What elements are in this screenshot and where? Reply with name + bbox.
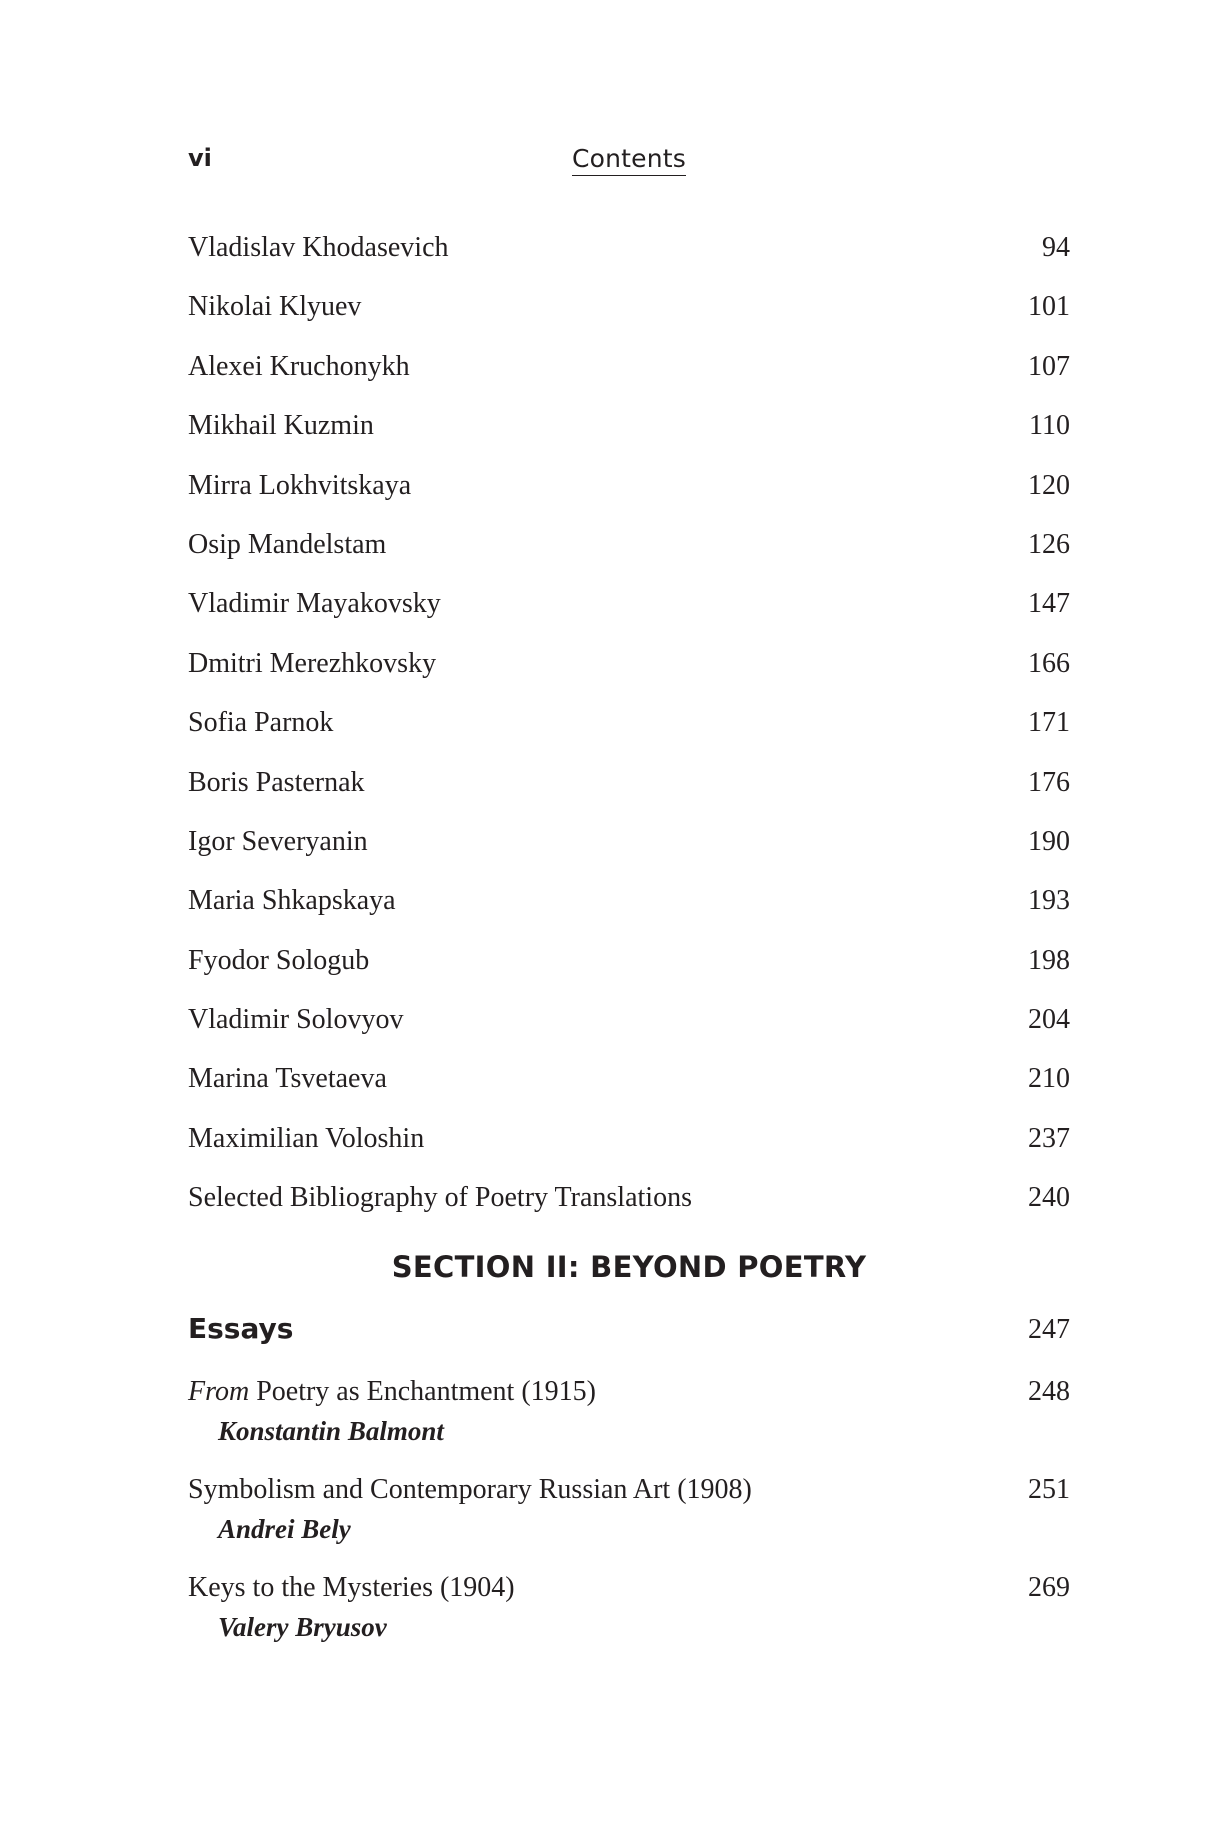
toc-entry-page: 193: [1028, 885, 1070, 917]
toc-entry-name: Dmitri Merezhkovsky: [188, 647, 437, 679]
page-folio: vi: [188, 144, 212, 172]
running-head-title-text: Contents: [572, 144, 686, 176]
toc-entry-name: Mikhail Kuzmin: [188, 410, 374, 442]
toc-entry-name: Maria Shkapskaya: [188, 885, 396, 917]
essay-entry: [188, 1470, 1070, 1568]
essay-author: Andrei Bely: [218, 1514, 351, 1544]
essays-group-title: Essays: [188, 1312, 294, 1345]
essays-group-heading: [188, 1312, 1070, 1356]
essay-title-prefix: From: [188, 1376, 250, 1407]
toc-entry: [188, 881, 1070, 940]
toc-entry-page: 120: [1028, 469, 1070, 501]
toc-entry-page: 204: [1028, 1004, 1070, 1036]
toc-entry-name: Vladimir Mayakovsky: [188, 588, 441, 620]
toc-entry-page: 210: [1028, 1063, 1070, 1095]
toc-entry-page: 107: [1028, 350, 1070, 382]
toc-entry-name: Nikolai Klyuev: [188, 291, 362, 323]
toc-entry: [188, 228, 1070, 287]
toc-entry-page: 240: [1028, 1182, 1070, 1214]
toc-entry: [188, 763, 1070, 822]
toc-entry-name: Marina Tsvetaeva: [188, 1063, 387, 1095]
essay-author: Konstantin Balmont: [218, 1416, 444, 1446]
toc-entry-name: Vladislav Khodasevich: [188, 232, 449, 263]
essay-entry: [188, 1372, 1070, 1470]
toc-entry-page: 126: [1028, 528, 1070, 560]
toc-entry: [188, 466, 1070, 525]
toc-entry: [188, 584, 1070, 643]
toc-entry-name: Alexei Kruchonykh: [188, 350, 410, 382]
toc-entry-name: Maximilian Voloshin: [188, 1122, 425, 1154]
toc-entry: [188, 525, 1070, 584]
toc-entry-name: Osip Mandelstam: [188, 528, 387, 560]
essay-entry: [188, 1568, 1070, 1666]
essay-title: [188, 1372, 596, 1412]
essay-page: 269: [1028, 1572, 1070, 1603]
running-head-title: [188, 144, 1070, 173]
toc-entry-page: 190: [1028, 825, 1070, 857]
essays-group-page: 247: [1028, 1314, 1070, 1345]
toc-entry: [188, 1000, 1070, 1059]
toc-entry-name: Mirra Lokhvitskaya: [188, 469, 412, 501]
toc-entry-page: 237: [1028, 1122, 1070, 1154]
toc-entry-name: Vladimir Solovyov: [188, 1004, 404, 1036]
toc-entry: [188, 1119, 1070, 1178]
toc-entry: [188, 703, 1070, 762]
toc-entry-name: Selected Bibliography of Poetry Translations: [188, 1182, 692, 1214]
toc-entry: [188, 347, 1070, 406]
toc-list: [188, 228, 1070, 1238]
toc-entry-name: Sofia Parnok: [188, 707, 334, 739]
toc-entry: [188, 644, 1070, 703]
toc-entry-page: 147: [1028, 588, 1070, 620]
toc-entry-page: 166: [1028, 647, 1070, 679]
toc-entry-page: 171: [1028, 707, 1070, 739]
toc-entry: [188, 1178, 1070, 1237]
toc-entry: [188, 1059, 1070, 1118]
essay-author: Valery Bryusov: [218, 1612, 387, 1642]
toc-entry-page: 101: [1028, 291, 1070, 323]
essay-title-text: Symbolism and Contemporary Russian Art (1908): [188, 1474, 752, 1505]
toc-entry: [188, 287, 1070, 346]
toc-entry: [188, 941, 1070, 1000]
essay-list: [188, 1372, 1070, 1666]
toc-entry-name: Fyodor Sologub: [188, 944, 370, 976]
running-head: [188, 144, 1070, 184]
toc-entry-name: Igor Severyanin: [188, 825, 368, 857]
toc-entry-page: 110: [1029, 410, 1070, 442]
essay-title-text: Keys to the Mysteries (1904): [188, 1572, 515, 1603]
toc-entry-name: Boris Pasternak: [188, 766, 365, 798]
essay-title: [188, 1568, 515, 1608]
toc-entry-page: 176: [1028, 766, 1070, 798]
section-heading: SECTION II: BEYOND POETRY: [391, 1250, 867, 1284]
toc-entry: [188, 406, 1070, 465]
essay-title-text: Poetry as Enchantment (1915): [249, 1376, 596, 1407]
essay-page: 251: [1028, 1474, 1070, 1505]
toc-entry: [188, 822, 1070, 881]
toc-entry-page: 198: [1028, 944, 1070, 976]
essay-page: 248: [1028, 1376, 1070, 1407]
essay-title: [188, 1470, 752, 1510]
toc-entry-page: 94: [1042, 232, 1070, 263]
